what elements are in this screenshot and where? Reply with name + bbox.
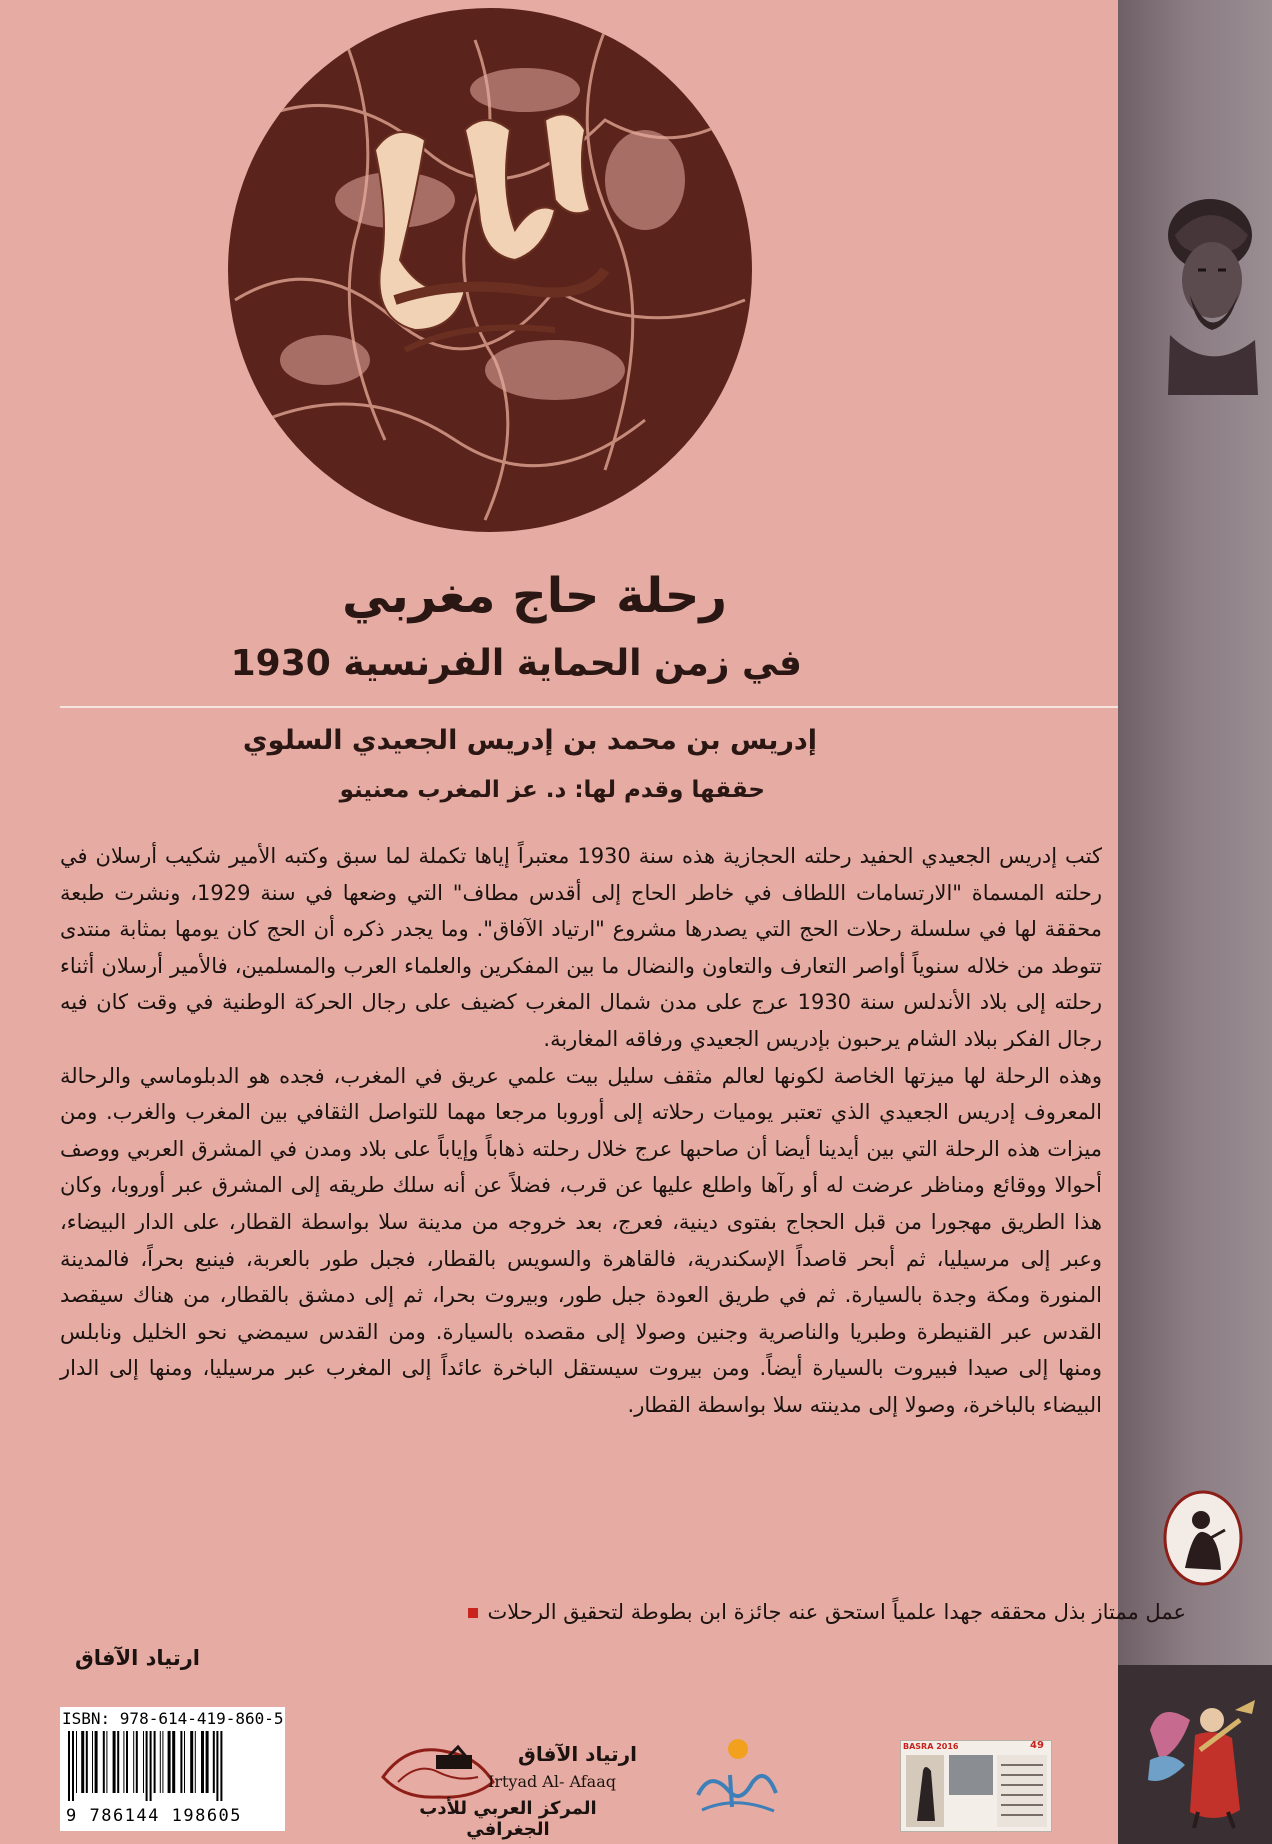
book-title: رحلة حاج مغربي	[342, 568, 727, 624]
basra-badge-number: 49	[1030, 1740, 1044, 1751]
signature: ارتياد الآفاق	[75, 1646, 200, 1670]
publisher-name-english: Irtyad Al- Afaaq	[488, 1772, 616, 1791]
portrait-illustration-icon	[1150, 175, 1260, 395]
blurb-text	[60, 838, 1102, 1424]
book-author: إدريس بن محمد بن إدريس الجعيدي السلوي	[242, 725, 817, 756]
isbn-text: ISBN: 978-614-419-860-5	[62, 1709, 284, 1728]
closing-line	[186, 1600, 1186, 1624]
barcode-digits: 9 786144 198605	[66, 1806, 243, 1826]
red-square-icon	[468, 1608, 478, 1618]
blurb-paragraph-2: وهذه الرحلة لها ميزتها الخاصة لكونها لعالم مثقف سليل بيت علمي عريق في المغرب، فجده هو الدبلوماسي والرحالة المعروف إدريس الجعيدي الذي تعتبر يوميات رحلاته إلى أوروبا مرجعا مهما للتواصل الثقافي بين المغرب والغرب. ومن ميزات هذه الرحلة التي بين أيدينا أيضا أن صاحبها عرج خلال رحلته ذهاباً وإياباً على بلاد ومدن في المشرق العربي ووصف أحوالا ووقائع ومناظر عرضت له أو رآها واطلع عليها عن قرب، فضلاً عن أنه سلك طريقه إلى المشرق عبر أوروبا، وكان هذا الطريق مهجورا من قبل الحجاج بفتوى دينية، فعرج، بعد خروجه من مدينة سلا بواسطة القطار، على الدار البيضاء، وعبر إلى مرسيليا، ثم أبحر قاصداً الإسكندرية، فالقاهرة والسويس بالقطار، فجبل طور بالعربة، فينبع بحراً، فالمدينة المنورة ومكة وجدة بالسيارة. ثم في طريق العودة جبل طور، وبيروت بحرا، ثم إلى دمشق بالقطار، من هناك سيقصد القدس عبر القنيطرة وطبريا والناصرية وجنين وصولا إلى مقصده بالسيارة. ومن القدس سيمضي نحو الخليل ونابلس ومنها إلى صيدا فبيروت بالسيارة أيضاً. ومن بيروت سيستقل الباخرة عائداً إلى المغرب عبر مرسيليا، ومنها إلى الدار البيضاء بالباخرة، وصولا إلى مدينته سلا بواسطة القطار.	[60, 1063, 1102, 1417]
publisher-name-arabic: ارتياد الآفاق	[517, 1742, 637, 1766]
ibn-battuta-map-medallion	[225, 0, 755, 540]
traveler-badge-icon	[1163, 1490, 1243, 1586]
publisher-center-name: المركز العربي للأدب الجغرافي	[419, 1798, 597, 1840]
suwaidi-sun-logo-icon	[690, 1735, 780, 1825]
divider-line	[60, 706, 1118, 708]
barcode-icon	[66, 1731, 278, 1801]
angel-miniature-icon	[1140, 1690, 1266, 1830]
closing-text: عمل ممتاز بذل محققه جهدا علمياً استحق عنه جائزة ابن بطوطة لتحقيق الرحلات	[487, 1600, 1186, 1624]
book-editor: حققها وقدم لها: د. عز المغرب معنينو	[339, 777, 765, 803]
blurb-paragraph-1: كتب إدريس الجعيدي الحفيد رحلته الحجازية هذه سنة 1930 معتبراً إياها تكملة لما سبق وكتبه الأمير شكيب أرسلان في رحلته المسماة "الارتسامات اللطاف في خاطر الحاج إلى أقدس مطاف" التي وضعها في سنة 1929، ونشرت طبعة محققة لها في سلسلة رحلات الحج التي يصدرها مشروع "ارتياد الآفاق". وما يجدر ذكره أن الحج كان يومها بمثابة منتدى تتوطد من خلاله سنوياً أواصر التعارف والتعاون والنضال ما بين المفكرين والعلماء العرب والمسلمين، فالأمير أرسلان أثناء رحلته إلى بلاد الأندلس سنة 1930 عرج على مدن شمال المغرب كضيف على رجال الحركة الوطنية في وقت كان فيه رجال الفكر ببلاد الشام يرحبون بإدريس الجعيدي ورفاقه المغاربة.	[60, 844, 1102, 1051]
basra-badge-label: BASRA 2016	[903, 1742, 959, 1751]
lion-calligraphy-logo-icon	[378, 1737, 498, 1807]
book-subtitle: في زمن الحماية الفرنسية 1930	[230, 643, 802, 684]
award-figure-icon	[901, 1741, 1051, 1831]
basra-award-badge	[900, 1740, 1052, 1832]
